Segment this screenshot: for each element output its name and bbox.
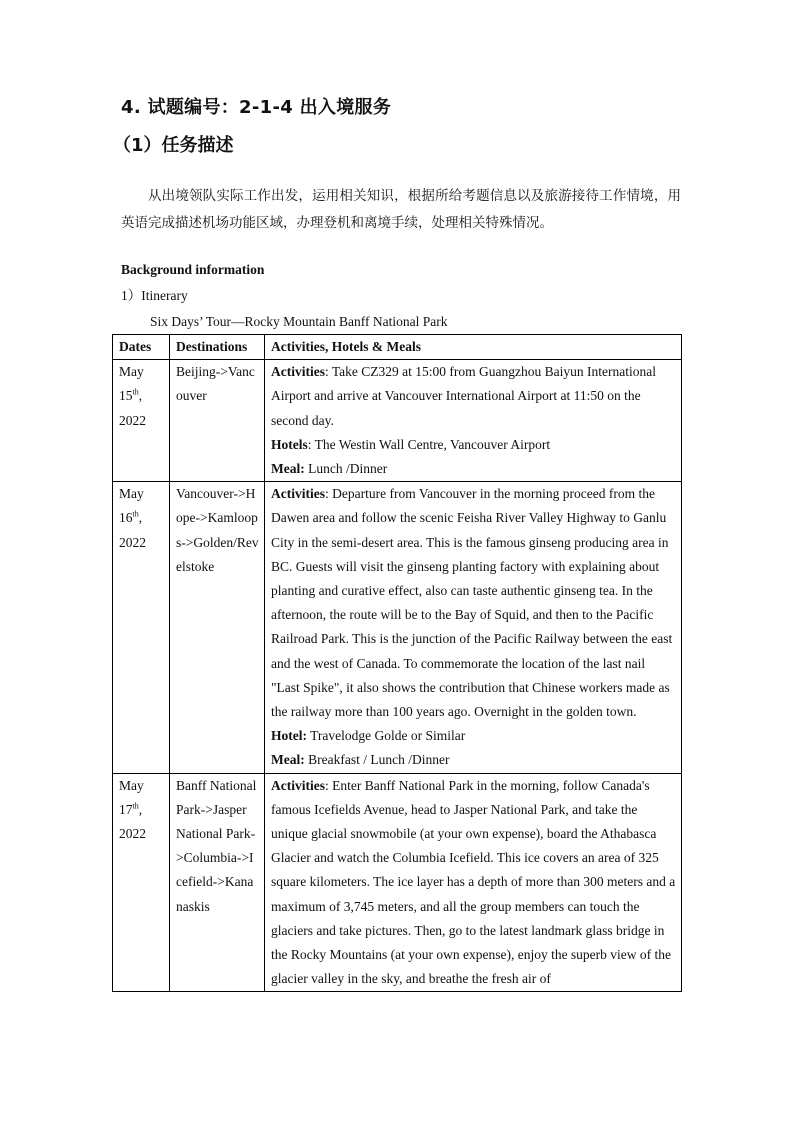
- date-cell: May 15th, 2022: [113, 360, 170, 482]
- date-cell: May 17th, 2022: [113, 773, 170, 992]
- meal-text: [271, 748, 676, 772]
- meal-text: [271, 457, 676, 481]
- activities-cell: [265, 360, 682, 482]
- date-day: 15: [119, 388, 133, 404]
- itinerary-table: [112, 334, 682, 992]
- destination-cell: Banff National Park->Jasper National Park->Columbia->Icefield->Kananaskis: [170, 773, 265, 992]
- meal-label: Meal:: [271, 752, 305, 768]
- date-year: 2022: [119, 534, 146, 550]
- date-day: 17: [119, 801, 133, 817]
- task-description: 从出境领队实际工作出发，运用相关知识，根据所给考题信息以及旅游接待工作情境，用英语完成描述机场功能区域，办理登机和离境手续，处理相关特殊情况。: [121, 188, 681, 231]
- header-destinations: Destinations: [170, 335, 265, 360]
- date-year: 2022: [119, 826, 146, 842]
- section-number: 4.: [121, 97, 141, 118]
- activities-body: : Take CZ329 at 15:00 from Guangzhou Baiyun International Airport and arrive at Vancouver International Airport at 11:50 on the second day.: [271, 364, 656, 428]
- date-month: May: [119, 777, 144, 793]
- date-cell: May 16th, 2022: [113, 482, 170, 773]
- header-dates: Dates: [113, 335, 170, 360]
- hotel-body: Travelodge Golde or Similar: [307, 728, 466, 744]
- activities-cell: [265, 482, 682, 773]
- date-month: May: [119, 486, 144, 502]
- hotel-body: : The Westin Wall Centre, Vancouver Airport: [307, 436, 551, 452]
- header-activities: Activities, Hotels & Meals: [265, 335, 682, 360]
- meal-body: Breakfast / Lunch /Dinner: [304, 752, 450, 768]
- date-suffix: th: [132, 509, 139, 519]
- date-suffix: th: [132, 387, 139, 397]
- date-suffix: th: [132, 801, 139, 811]
- destination-cell: Beijing->Vancouver: [170, 360, 265, 482]
- hotel-label: Hotel:: [271, 728, 307, 744]
- activities-body: : Departure from Vancouver in the morning proceed from the Dawen area and follow the scenic Feisha River Valley Highway to Ganlu City in the semi-desert area. This is the famous ginseng producing area in BC. Guests will visit the ginseng planting factory with explaining about planting and curative effect, also can taste authentic ginseng tea. In the afternoon, the route will be to the Bay of Squid, and then to the Pacific Railroad Park. This is the junction of the Pacific Railway between the east and the west of Canada. To commemorate the location of the last nail "Last Spike", it also shows the contribution that Chinese workers made as the railway more than 100 years ago. Overnight in the golden town.: [271, 486, 673, 720]
- activities-label: Activities: [271, 364, 325, 380]
- date-year: 2022: [119, 412, 146, 428]
- table-header-row: [113, 335, 682, 360]
- hotel-label: Hotels: [271, 436, 308, 452]
- date-month: May: [119, 364, 144, 380]
- activities-body: : Enter Banff National Park in the morning, follow Canada's famous Icefields Avenue, head to Jasper National Park, and take the unique glacial snowmobile (at your own expense), board the Athabasca Glacier and watch the Columbia Icefield. This ice covers an area of 325 square kilometers. The ice layer has a depth of more than 300 meters and a maximum of 3,745 meters, and all the group members can touch the glaciers and take pictures. Then, go to the latest landmark glass bridge in the Rocky Mountains (at your own expense), enjoy the superb view of the glacier valley in the sky, and breathe the fresh air of: [271, 777, 676, 987]
- meal-label: Meal:: [271, 461, 305, 477]
- activities-text: [271, 482, 676, 724]
- activities-label: Activities: [271, 486, 325, 502]
- destination-cell: Vancouver->Hope->Kamloops->Golden/Revelstoke: [170, 482, 265, 773]
- table-row: [113, 360, 682, 482]
- hotel-text: [271, 724, 676, 748]
- background-title: Background information: [121, 262, 265, 277]
- table-row: [113, 773, 682, 992]
- meal-body: Lunch /Dinner: [304, 461, 388, 477]
- section-title: 试题编号：2-1-4 出入境服务: [147, 97, 392, 118]
- date-day: 16: [119, 510, 133, 526]
- activities-text: [271, 360, 676, 433]
- itinerary-label: 1）Itinerary: [121, 288, 188, 303]
- table-caption: Six Days’ Tour—Rocky Mountain Banff National Park: [150, 314, 448, 329]
- section-heading: [121, 95, 391, 121]
- hotel-text: [271, 433, 676, 457]
- subsection-heading: （1）任务描述: [113, 135, 234, 156]
- activities-cell: [265, 773, 682, 992]
- activities-text: [271, 774, 676, 992]
- activities-label: Activities: [271, 777, 325, 793]
- table-row: [113, 482, 682, 773]
